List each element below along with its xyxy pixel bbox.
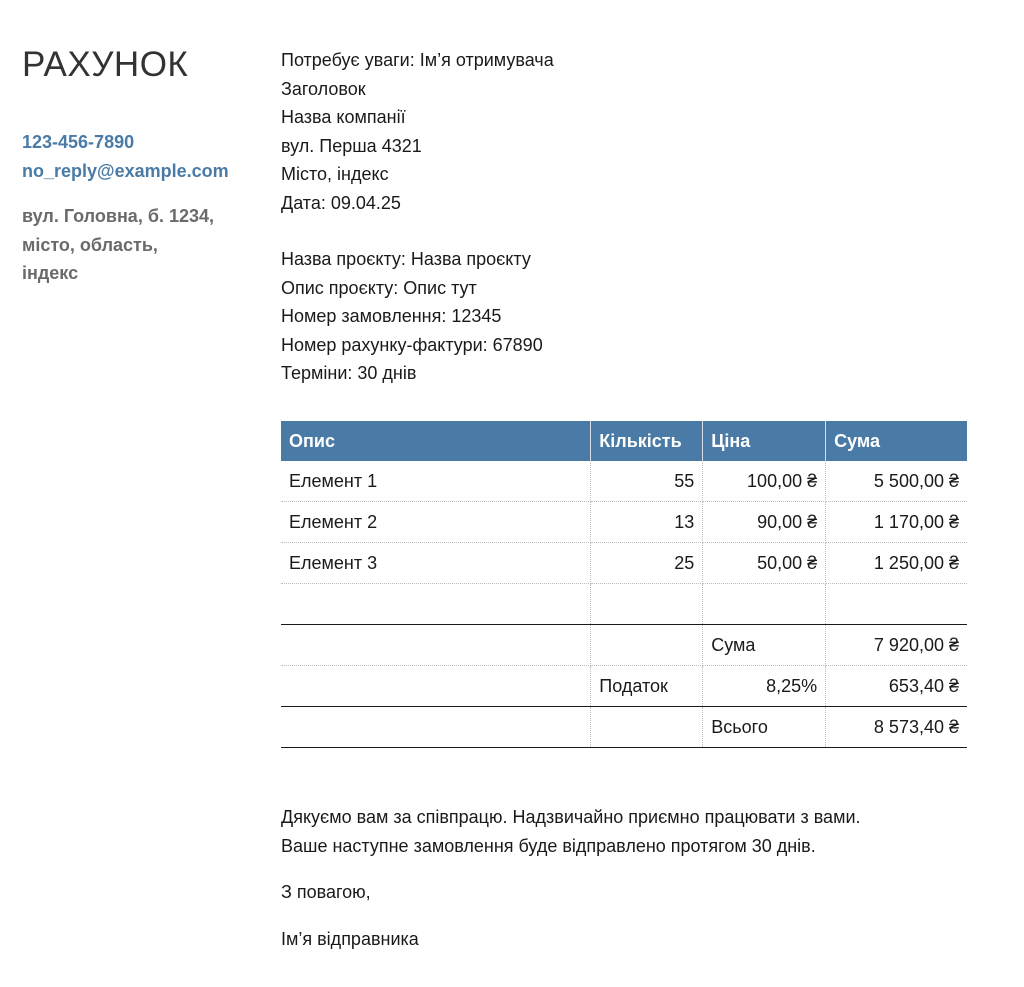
project-description: Опис проєкту: Опис тут — [281, 277, 477, 298]
subtotal-value: 7 920,00 ₴ — [826, 625, 967, 666]
subtotal-row — [281, 625, 967, 666]
header-price: Ціна — [703, 421, 826, 461]
address-line: місто, область, — [22, 234, 158, 255]
closing-block — [281, 803, 861, 953]
address-line: індекс — [22, 263, 79, 283]
empty-row — [281, 584, 967, 625]
item-description: Елемент 2 — [281, 502, 591, 543]
sender-info — [22, 42, 262, 288]
item-price: 100,00 ₴ — [703, 461, 826, 502]
phone-number[interactable]: 123-456-7890 — [22, 132, 135, 152]
recipient-and-project — [281, 46, 971, 388]
item-price: 50,00 ₴ — [703, 543, 826, 584]
tax-value: 653,40 ₴ — [826, 666, 967, 707]
total-row — [281, 707, 967, 748]
project-block — [281, 245, 971, 388]
payment-terms: Терміни: 30 днів — [281, 363, 417, 383]
thanks-line: Дякуємо вам за співпрацю. Надзвичайно приємно працювати з вами. — [281, 807, 861, 827]
recipient-heading: Заголовок — [281, 78, 366, 99]
item-amount: 5 500,00 ₴ — [826, 461, 967, 502]
invoice-number: Номер рахунку-фактури: 67890 — [281, 334, 543, 355]
email-link[interactable]: no_reply@example.com — [22, 160, 229, 181]
invoice-table — [281, 421, 967, 748]
project-name: Назва проєкту: Назва проєкту — [281, 249, 531, 269]
subtotal-label: Сума — [703, 625, 826, 666]
recipient-block — [281, 46, 971, 217]
invoice-date: Дата: 09.04.25 — [281, 192, 401, 213]
item-quantity: 13 — [591, 502, 703, 543]
sender-address — [22, 202, 262, 288]
item-quantity: 25 — [591, 543, 703, 584]
next-order-line: Ваше наступне замовлення буде відправлено протягом 30 днів. — [281, 835, 816, 856]
attention-line: Потребує уваги: Ім’я отримувача — [281, 50, 554, 70]
recipient-city: Місто, індекс — [281, 164, 389, 184]
header-quantity: Кількість — [591, 421, 703, 461]
item-amount: 1 170,00 ₴ — [826, 502, 967, 543]
regards: З повагою, — [281, 882, 371, 902]
total-value: 8 573,40 ₴ — [826, 707, 967, 748]
item-description: Елемент 1 — [281, 461, 591, 502]
contact-block — [22, 128, 262, 185]
item-price: 90,00 ₴ — [703, 502, 826, 543]
order-number: Номер замовлення: 12345 — [281, 306, 502, 326]
recipient-street: вул. Перша 4321 — [281, 135, 422, 156]
item-amount: 1 250,00 ₴ — [826, 543, 967, 584]
tax-row — [281, 666, 967, 707]
table-row — [281, 502, 967, 543]
header-amount: Сума — [826, 421, 967, 461]
table-header-row — [281, 421, 967, 461]
tax-rate: 8,25% — [703, 666, 826, 707]
total-label: Всього — [703, 707, 826, 748]
table-row — [281, 543, 967, 584]
table-row — [281, 461, 967, 502]
item-description: Елемент 3 — [281, 543, 591, 584]
company-name: Назва компанії — [281, 107, 406, 127]
sender-name: Ім’я відправника — [281, 928, 419, 949]
item-quantity: 55 — [591, 461, 703, 502]
address-line: вул. Головна, б. 1234, — [22, 206, 214, 226]
invoice-title: РАХУНОК — [22, 45, 189, 84]
tax-label: Податок — [591, 666, 703, 707]
header-description: Опис — [281, 421, 591, 461]
